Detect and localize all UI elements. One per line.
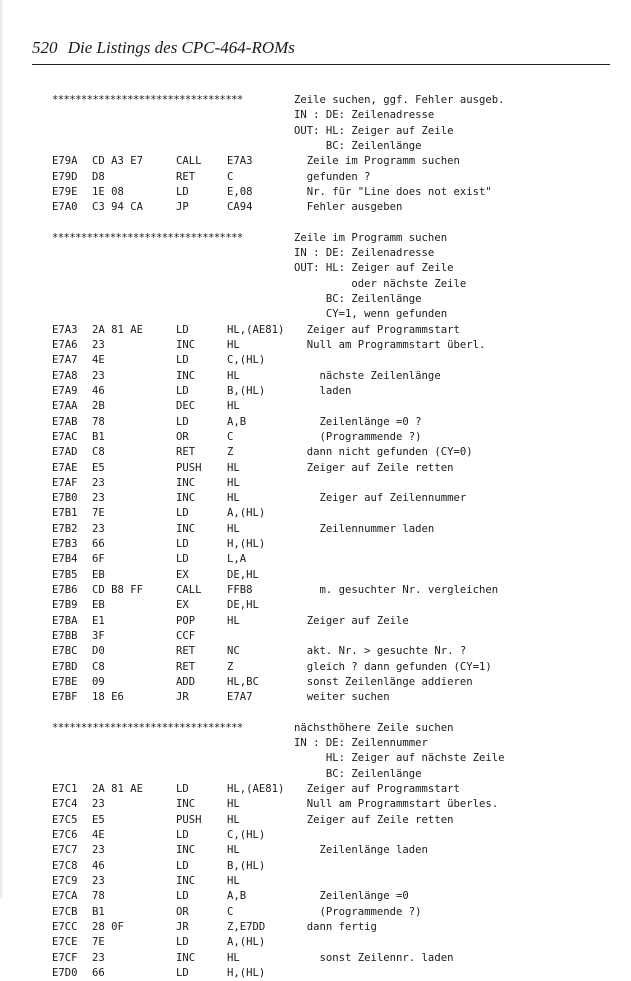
address: E7B0 — [52, 492, 78, 505]
opcode-bytes: 23 — [92, 492, 105, 505]
opcode-bytes: EB — [92, 599, 105, 612]
address: E7C6 — [52, 829, 78, 841]
opcode-bytes: 23 — [92, 522, 105, 535]
address: E7BD — [52, 660, 78, 673]
comment: Zeiger auf Zeile retten — [294, 813, 454, 826]
code-line — [52, 338, 622, 353]
address: E7A0 — [52, 201, 78, 214]
comment: Zeiger auf Zeile — [294, 614, 409, 627]
address: E7C4 — [52, 798, 78, 811]
mnemonic: INC — [176, 951, 196, 964]
section-separator-row — [52, 721, 622, 736]
opcode-bytes: 18 E6 — [92, 691, 124, 704]
code-line — [52, 859, 622, 874]
comment: laden — [294, 384, 352, 397]
comment: BC: Zeilenlänge — [294, 293, 422, 306]
code-line — [52, 369, 622, 384]
operand: C,(HL) — [227, 354, 266, 367]
opcode-bytes: 78 — [92, 890, 105, 903]
comment: Zeilenlänge =0 ? — [294, 415, 422, 428]
address: E7BC — [52, 645, 78, 658]
mnemonic: JR — [176, 920, 189, 933]
comment: Fehler ausgeben — [294, 201, 403, 214]
opcode-bytes: 3F — [92, 629, 105, 642]
comment: Zeiger auf Zeilennummer — [294, 492, 467, 505]
mnemonic: INC — [176, 492, 196, 505]
mnemonic: LD — [176, 783, 189, 796]
address: E7BF — [52, 691, 78, 704]
opcode-bytes: 7E — [92, 507, 105, 520]
section-separator-row — [52, 231, 622, 246]
opcode-bytes: 23 — [92, 951, 105, 964]
address: E7AF — [52, 476, 78, 489]
comment-line — [52, 139, 622, 154]
mnemonic: INC — [176, 369, 196, 382]
comment: nächste Zeilenlänge — [294, 369, 441, 382]
address: E7B9 — [52, 599, 78, 612]
address: E7CA — [52, 890, 78, 903]
mnemonic: RET — [176, 645, 196, 658]
operand: HL — [227, 614, 240, 627]
comment: dann fertig — [294, 920, 377, 933]
mnemonic: RET — [176, 446, 196, 459]
mnemonic: JP — [176, 201, 189, 214]
opcode-bytes: 66 — [92, 966, 105, 979]
address: E7C1 — [52, 783, 78, 796]
comment-line — [52, 124, 622, 139]
mnemonic: INC — [176, 798, 196, 811]
opcode-bytes: D8 — [92, 170, 105, 183]
comment: Zeilennummer laden — [294, 522, 435, 535]
code-line — [52, 583, 622, 598]
mnemonic: LD — [176, 415, 189, 428]
mnemonic: RET — [176, 660, 196, 673]
operand: DE,HL — [227, 599, 259, 612]
opcode-bytes: 28 0F — [92, 920, 124, 933]
address: E7CF — [52, 951, 78, 964]
operand: B,(HL) — [227, 859, 266, 872]
opcode-bytes: 2B — [92, 400, 105, 413]
opcode-bytes: 2A 81 AE — [92, 783, 144, 796]
code-line — [52, 568, 622, 583]
address: E79E — [52, 185, 78, 198]
comment: (Programmende ?) — [294, 430, 422, 443]
code-line — [52, 828, 622, 843]
code-line — [52, 813, 622, 828]
operand: HL — [227, 400, 240, 413]
opcode-bytes: 23 — [92, 798, 105, 811]
comment: sonst Zeilenlänge addieren — [294, 675, 473, 688]
operand: Z — [227, 660, 234, 673]
opcode-bytes: 1E 08 — [92, 185, 124, 198]
comment: Zeilenlänge laden — [294, 844, 428, 857]
comment: IN : DE: Zeilenadresse — [294, 247, 435, 260]
address: E79D — [52, 170, 78, 183]
comment-line — [52, 751, 622, 766]
code-line — [52, 951, 622, 966]
code-line — [52, 690, 622, 705]
address: E7AD — [52, 446, 78, 459]
opcode-bytes: CD A3 E7 — [92, 155, 144, 168]
operand: HL — [227, 369, 240, 382]
comment-line — [52, 277, 622, 292]
mnemonic: OR — [176, 905, 189, 918]
address: E7AE — [52, 461, 78, 474]
address: E7AB — [52, 415, 78, 428]
address: E79A — [52, 155, 78, 168]
comment: Zeiger auf Zeile retten — [294, 461, 454, 474]
opcode-bytes: C8 — [92, 660, 105, 673]
mnemonic: LD — [176, 936, 189, 949]
comment-line — [52, 292, 622, 307]
mnemonic: INC — [176, 844, 196, 857]
operand: C — [227, 430, 234, 443]
code-line — [52, 170, 622, 185]
operand: NC — [227, 645, 240, 658]
code-line — [52, 797, 622, 812]
mnemonic: CALL — [176, 584, 202, 596]
address: E7B4 — [52, 553, 78, 566]
address: E7A3 — [52, 323, 78, 336]
operand: H,(HL) — [227, 538, 266, 551]
address: E7B3 — [52, 538, 78, 551]
code-line — [52, 399, 622, 414]
mnemonic: INC — [176, 874, 196, 887]
address: E7B2 — [52, 522, 78, 535]
operand: HL — [227, 951, 240, 964]
code-line — [52, 598, 622, 613]
mnemonic: INC — [176, 476, 196, 489]
comment-line — [52, 307, 622, 322]
comment: Zeile im Programm suchen — [294, 231, 448, 244]
code-line — [52, 415, 622, 430]
operand: C — [227, 905, 234, 918]
mnemonic: LD — [176, 185, 189, 198]
comment-line — [52, 108, 622, 123]
address: E7A6 — [52, 339, 78, 351]
comment: Zeile im Programm suchen — [294, 155, 460, 168]
code-line — [52, 384, 622, 399]
address: E7AC — [52, 430, 78, 443]
operand: A,B — [227, 415, 247, 428]
opcode-bytes: 78 — [92, 415, 105, 428]
comment: BC: Zeilenlänge — [294, 767, 422, 780]
page-edge-shadow — [0, 0, 4, 898]
code-line — [52, 935, 622, 950]
mnemonic: EX — [176, 568, 189, 581]
mnemonic: LD — [176, 553, 189, 566]
mnemonic: CCF — [176, 629, 196, 642]
code-line — [52, 154, 622, 169]
opcode-bytes: B1 — [92, 905, 105, 918]
code-line — [52, 506, 622, 521]
comment: akt. Nr. > gesuchte Nr. ? — [294, 645, 467, 658]
assembly-listing — [52, 93, 622, 981]
opcode-bytes: EB — [92, 568, 105, 581]
comment: BC: Zeilenlänge — [294, 139, 422, 152]
code-line — [52, 782, 622, 797]
page-number: 520 — [32, 38, 58, 57]
operand: L,A — [227, 553, 247, 566]
address: E7D0 — [52, 966, 78, 979]
code-line — [52, 644, 622, 659]
operand: E,08 — [227, 185, 253, 198]
mnemonic: LD — [176, 859, 189, 872]
opcode-bytes: B1 — [92, 430, 105, 443]
operand: Z — [227, 446, 234, 459]
operand: CA94 — [227, 201, 253, 214]
opcode-bytes: 23 — [92, 476, 105, 489]
opcode-bytes: 66 — [92, 538, 105, 551]
address: E7CB — [52, 905, 78, 918]
address: E7B1 — [52, 507, 78, 520]
opcode-bytes: E1 — [92, 614, 105, 627]
operand: HL,(AE81) — [227, 323, 285, 336]
operand: HL,(AE81) — [227, 783, 285, 796]
code-line — [52, 614, 622, 629]
comment: (Programmende ?) — [294, 905, 422, 918]
address: E7BE — [52, 675, 78, 688]
opcode-bytes: 46 — [92, 384, 105, 397]
address: E7BB — [52, 629, 78, 642]
address: E7BA — [52, 614, 78, 627]
opcode-bytes: 7E — [92, 936, 105, 949]
operand: FFB8 — [227, 584, 253, 596]
code-line — [52, 461, 622, 476]
opcode-bytes: CD B8 FF — [92, 584, 144, 596]
mnemonic: LD — [176, 829, 189, 841]
code-line — [52, 445, 622, 460]
operand: Z,E7DD — [227, 920, 266, 933]
comment: m. gesuchter Nr. vergleichen — [294, 584, 499, 596]
operand: HL — [227, 476, 240, 489]
operand: C,(HL) — [227, 829, 266, 841]
comment-line — [52, 767, 622, 782]
code-line — [52, 889, 622, 904]
address: E7B5 — [52, 568, 78, 581]
opcode-bytes: 6F — [92, 553, 105, 566]
comment: Zeiger auf Programmstart — [294, 783, 460, 796]
address: E7C9 — [52, 874, 78, 887]
mnemonic: INC — [176, 522, 196, 535]
opcode-bytes: 4E — [92, 829, 105, 841]
operand: DE,HL — [227, 568, 259, 581]
code-line — [52, 323, 622, 338]
comment: OUT: HL: Zeiger auf Zeile — [294, 124, 454, 137]
address: E7C5 — [52, 813, 78, 826]
page-header — [32, 38, 612, 58]
operand: C — [227, 170, 234, 183]
mnemonic: LD — [176, 966, 189, 979]
code-line — [52, 966, 622, 981]
blank-line — [52, 216, 622, 231]
operand: HL — [227, 874, 240, 887]
comment: Zeile suchen, ggf. Fehler ausgeb. — [294, 94, 505, 106]
opcode-bytes: 2A 81 AE — [92, 323, 144, 336]
code-line — [52, 522, 622, 537]
opcode-bytes: 23 — [92, 874, 105, 887]
opcode-bytes: C8 — [92, 446, 105, 459]
code-line — [52, 476, 622, 491]
operand: A,(HL) — [227, 936, 266, 949]
opcode-bytes: 23 — [92, 844, 105, 857]
operand: HL — [227, 492, 240, 505]
code-line — [52, 675, 622, 690]
comment: sonst Zeilennr. laden — [294, 951, 454, 964]
address: E7A7 — [52, 354, 78, 367]
code-line — [52, 905, 622, 920]
operand: E7A3 — [227, 155, 253, 168]
comment: HL: Zeiger auf nächste Zeile — [294, 752, 505, 765]
mnemonic: PUSH — [176, 461, 202, 474]
comment: Nr. für "Line does not exist" — [294, 185, 492, 198]
separator-stars: ********************************* — [52, 721, 243, 734]
opcode-bytes: E5 — [92, 813, 105, 826]
operand: HL — [227, 339, 240, 351]
operand: HL — [227, 813, 240, 826]
comment: gefunden ? — [294, 170, 371, 183]
comment: weiter suchen — [294, 691, 390, 704]
comment: oder nächste Zeile — [294, 277, 467, 290]
code-line — [52, 537, 622, 552]
mnemonic: EX — [176, 599, 189, 612]
section-separator-row — [52, 93, 622, 108]
code-line — [52, 200, 622, 215]
address: E7A9 — [52, 384, 78, 397]
code-line — [52, 629, 622, 644]
code-line — [52, 920, 622, 935]
mnemonic: JR — [176, 691, 189, 704]
address: E7C8 — [52, 859, 78, 872]
operand: E7A7 — [227, 691, 253, 704]
mnemonic: INC — [176, 339, 196, 351]
opcode-bytes: 09 — [92, 675, 105, 688]
address: E7CE — [52, 936, 78, 949]
code-line — [52, 430, 622, 445]
blank-line — [52, 706, 622, 721]
operand: HL — [227, 461, 240, 474]
mnemonic: RET — [176, 170, 196, 183]
opcode-bytes: 4E — [92, 354, 105, 367]
opcode-bytes: 23 — [92, 339, 105, 351]
comment: IN : DE: Zeilennummer — [294, 737, 428, 750]
code-line — [52, 660, 622, 675]
comment: IN : DE: Zeilenadresse — [294, 109, 435, 122]
comment: Zeiger auf Programmstart — [294, 323, 460, 336]
code-line — [52, 185, 622, 200]
comment-line — [52, 736, 622, 751]
address: E7A8 — [52, 369, 78, 382]
address: E7AA — [52, 400, 78, 413]
code-line — [52, 552, 622, 567]
opcode-bytes: 46 — [92, 859, 105, 872]
code-line — [52, 874, 622, 889]
comment: dann nicht gefunden (CY=0) — [294, 446, 473, 459]
comment: OUT: HL: Zeiger auf Zeile — [294, 262, 454, 275]
operand: HL — [227, 798, 240, 811]
mnemonic: LD — [176, 354, 189, 367]
operand: HL,BC — [227, 675, 259, 688]
header-rule — [32, 64, 610, 65]
mnemonic: DEC — [176, 400, 196, 413]
operand: H,(HL) — [227, 966, 266, 979]
address: E7CC — [52, 920, 78, 933]
operand: HL — [227, 844, 240, 857]
mnemonic: LD — [176, 538, 189, 551]
comment-line — [52, 261, 622, 276]
mnemonic: PUSH — [176, 813, 202, 826]
opcode-bytes: E5 — [92, 461, 105, 474]
mnemonic: LD — [176, 890, 189, 903]
operand: B,(HL) — [227, 384, 266, 397]
address: E7B6 — [52, 584, 78, 596]
code-line — [52, 491, 622, 506]
separator-stars: ********************************* — [52, 94, 243, 106]
operand: A,(HL) — [227, 507, 266, 520]
comment: Null am Programmstart überles. — [294, 798, 499, 811]
operand: HL — [227, 522, 240, 535]
comment: gleich ? dann gefunden (CY=1) — [294, 660, 492, 673]
comment: CY=1, wenn gefunden — [294, 308, 448, 321]
address: E7C7 — [52, 844, 78, 857]
opcode-bytes: C3 94 CA — [92, 201, 144, 214]
mnemonic: CALL — [176, 155, 202, 168]
comment-line — [52, 246, 622, 261]
code-line — [52, 843, 622, 858]
opcode-bytes: 23 — [92, 369, 105, 382]
code-line — [52, 353, 622, 368]
comment: Null am Programmstart überl. — [294, 339, 486, 351]
mnemonic: LD — [176, 323, 189, 336]
mnemonic: OR — [176, 430, 189, 443]
comment: Zeilenlänge =0 — [294, 890, 409, 903]
mnemonic: POP — [176, 614, 196, 627]
opcode-bytes: D0 — [92, 645, 105, 658]
comment: nächsthöhere Zeile suchen — [294, 721, 454, 734]
separator-stars: ********************************* — [52, 231, 243, 244]
mnemonic: LD — [176, 507, 189, 520]
mnemonic: ADD — [176, 675, 196, 688]
page-title: Die Listings des CPC-464-ROMs — [67, 38, 295, 57]
operand: A,B — [227, 890, 247, 903]
mnemonic: LD — [176, 384, 189, 397]
